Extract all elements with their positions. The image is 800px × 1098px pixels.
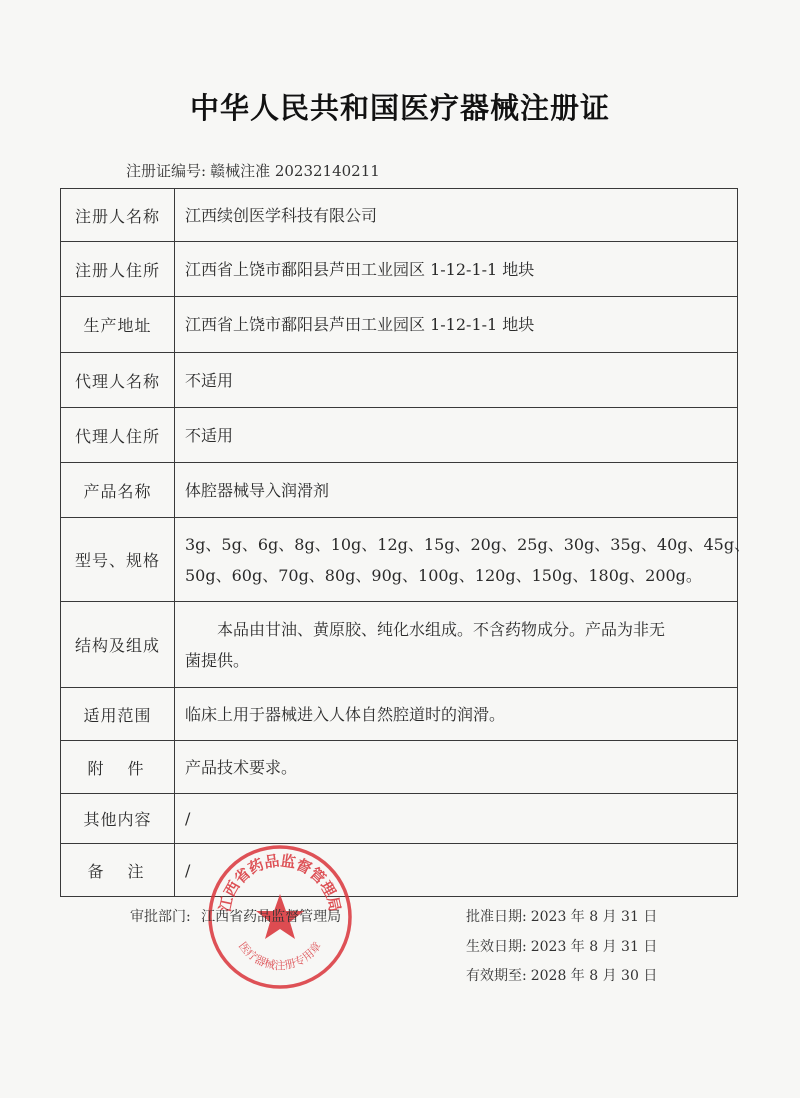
- approval-date: [466, 906, 657, 926]
- row-value: [175, 602, 738, 688]
- approval-department-label: 审批部门:: [130, 909, 191, 925]
- row-value-line: 本品由甘油、黄原胶、纯化水组成。不含药物成分。产品为非无: [217, 619, 666, 639]
- effective-date-value: 2023 年 8 月 31 日: [530, 939, 658, 955]
- row-label: 代理人住所: [61, 408, 175, 463]
- approval-department: [130, 906, 341, 926]
- row-value: [175, 518, 751, 602]
- row-label: 结构及组成: [61, 602, 175, 688]
- effective-date-label: 生效日期:: [466, 939, 527, 955]
- table-row: [61, 297, 738, 353]
- row-label: 适用范围: [61, 688, 175, 741]
- row-value: 产品技术要求。: [175, 741, 738, 794]
- row-label: 注册人住所: [61, 242, 175, 297]
- expiry-date: [466, 965, 657, 985]
- table-row: [61, 408, 738, 463]
- table-row: [61, 353, 738, 408]
- expiry-date-value: 2028 年 8 月 30 日: [530, 968, 658, 984]
- row-label: 注册人名称: [61, 189, 175, 242]
- row-value: 临床上用于器械进入人体自然腔道时的润滑。: [175, 688, 738, 741]
- row-value-line: 50g、60g、70g、80g、90g、100g、120g、150g、180g、200g。: [185, 565, 702, 585]
- row-label: 产品名称: [61, 463, 175, 518]
- seal-top-text: 江西省药品监督管理局: [215, 851, 345, 914]
- table-row: [61, 242, 738, 297]
- row-value-line: 3g、5g、6g、8g、10g、12g、15g、20g、25g、30g、35g、40g、45g、: [185, 534, 751, 554]
- expiry-date-label: 有效期至:: [466, 968, 527, 984]
- row-value: /: [175, 844, 738, 897]
- row-value: 体腔器械导入润滑剂: [175, 463, 738, 518]
- approval-department-value: 江西省药品监督管理局: [201, 909, 342, 925]
- certificate-table: [60, 188, 751, 897]
- table-row: [61, 189, 738, 242]
- svg-text:医疗器械注册专用章: [236, 939, 324, 972]
- table-row: [61, 688, 738, 741]
- row-value: 江西省上饶市鄱阳县芦田工业园区 1-12-1-1 地块: [175, 242, 738, 297]
- registration-number: [126, 160, 380, 181]
- row-value: 江西省上饶市鄱阳县芦田工业园区 1-12-1-1 地块: [175, 297, 738, 353]
- table-row: [61, 794, 738, 844]
- table-row: [61, 518, 738, 602]
- row-label: 型号、规格: [61, 518, 175, 602]
- page-title: 中华人民共和国医疗器械注册证: [189, 91, 610, 125]
- row-value: /: [175, 794, 738, 844]
- effective-date: [466, 936, 657, 956]
- row-label: 附 件: [61, 741, 175, 794]
- row-label: 代理人名称: [61, 353, 175, 408]
- approval-date-label: 批准日期:: [466, 909, 527, 925]
- table-row: [61, 844, 738, 897]
- row-label: 备 注: [61, 844, 175, 897]
- registration-number-value: 赣械注准 20232140211: [210, 162, 380, 180]
- row-value: 不适用: [175, 353, 738, 408]
- row-label: 生产地址: [61, 297, 175, 353]
- row-label: 其他内容: [61, 794, 175, 844]
- registration-number-label: 注册证编号:: [126, 162, 207, 180]
- table-row: [61, 463, 738, 518]
- row-value: 江西续创医学科技有限公司: [175, 189, 738, 242]
- approval-date-value: 2023 年 8 月 31 日: [530, 909, 658, 925]
- row-value: 不适用: [175, 408, 738, 463]
- row-value-line: 菌提供。: [185, 650, 250, 670]
- table-row: [61, 741, 738, 794]
- table-row: [61, 602, 738, 688]
- seal-bottom-text: 医疗器械注册专用章: [236, 939, 324, 973]
